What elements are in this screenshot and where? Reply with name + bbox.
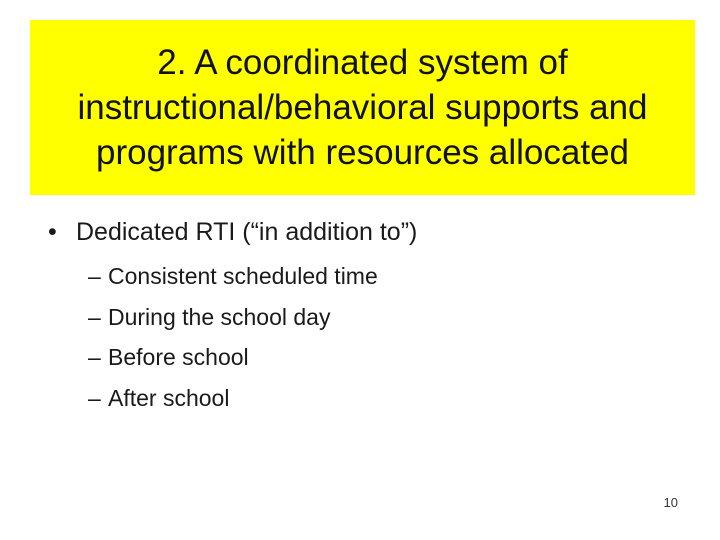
dash-marker: – <box>88 303 101 330</box>
sub-bullet-item <box>88 337 378 378</box>
dash-marker: – <box>88 263 101 289</box>
sub-bullet-item <box>88 297 378 338</box>
dash-marker: – <box>88 384 101 411</box>
sub-bullet-item <box>88 256 378 297</box>
sub-bullet-text: After school <box>108 384 230 411</box>
sub-bullet-text: During the school day <box>108 303 331 330</box>
title-line-1: 2. A coordinated system of <box>157 43 568 82</box>
bullet-marker: • <box>48 218 57 246</box>
sub-bullet-item <box>88 378 378 419</box>
title-line-3: programs with resources allocated <box>95 133 629 172</box>
sub-bullet-list <box>88 256 378 418</box>
page-number: 10 <box>663 495 678 510</box>
slide-title-box <box>30 20 695 195</box>
title-line-2: instructional/behavioral supports and <box>77 88 648 127</box>
main-bullet-text: Dedicated RTI (“in addition to”) <box>76 218 418 246</box>
sub-bullet-text: Consistent scheduled time <box>108 263 378 289</box>
sub-bullet-text: Before school <box>108 344 249 370</box>
main-bullet <box>48 212 417 252</box>
dash-marker: – <box>88 344 101 370</box>
